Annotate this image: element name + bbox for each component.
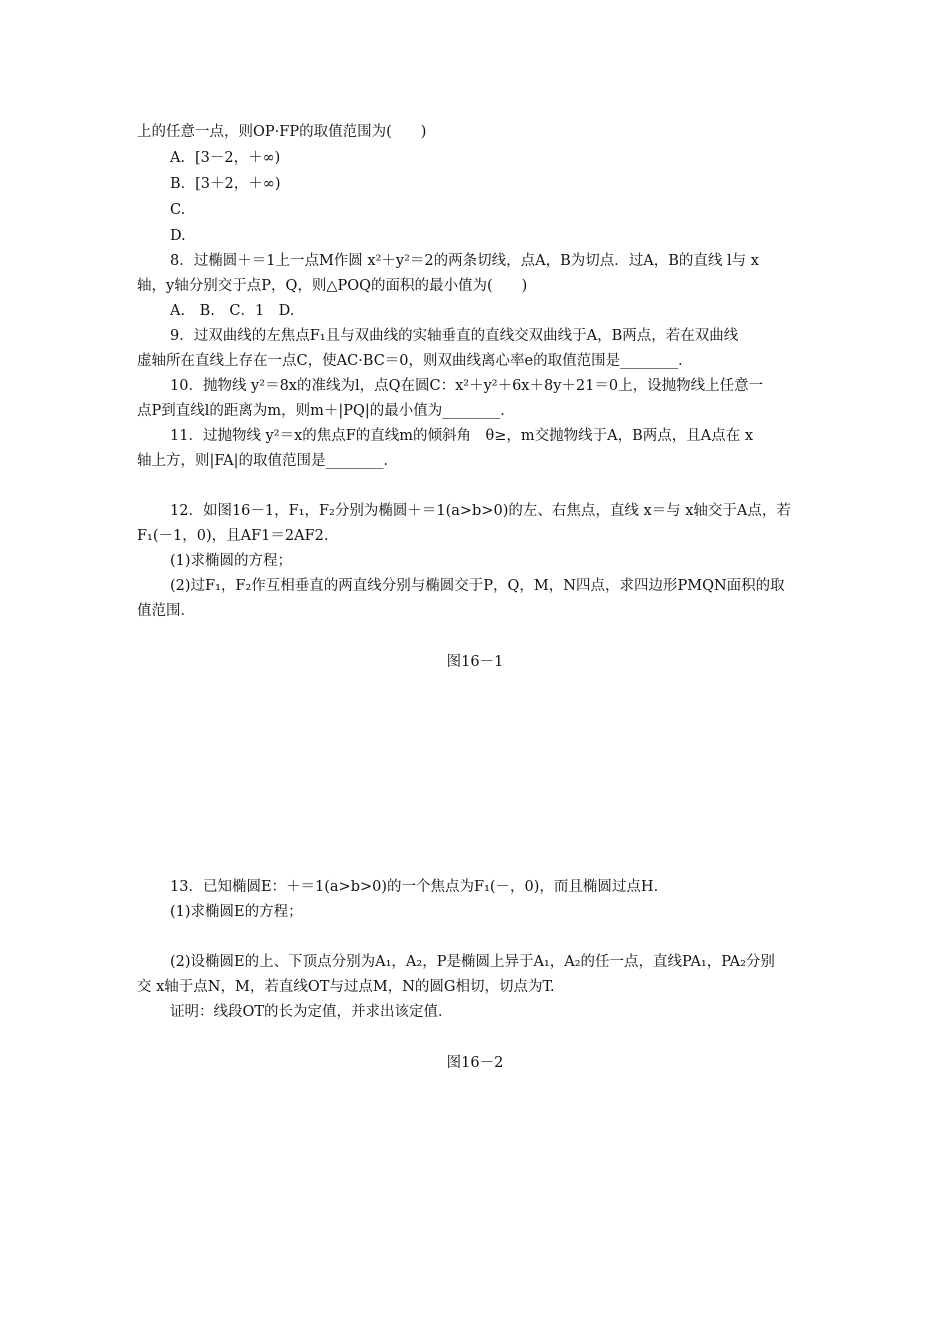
q12-part-2-line-2: 值范围．: [137, 603, 195, 619]
q8-options: A. B. C．1 D.: [170, 303, 295, 319]
q13-part-1: (1)求椭圆E的方程；: [170, 904, 303, 920]
q12-figure-caption: 图16－1: [446, 654, 504, 670]
q8-line-2: 轴，y轴分别交于点P，Q，则△POQ的面积的最小值为( ): [137, 278, 528, 294]
q12-line-2: F₁(－1，0)，且AF1＝2AF2.: [137, 528, 329, 544]
q12-part-1: (1)求椭圆的方程；: [170, 553, 293, 569]
q10-line-1: 10．抛物线 y²＝8x的准线为l，点Q在圆C：x²＋y²＋6x＋8y＋21＝0上，设抛物线上任意一: [170, 378, 764, 394]
q9-line-1: 9．过双曲线的左焦点F₁且与双曲线的实轴垂直的直线交双曲线于A，B两点，若在双曲线: [170, 328, 739, 344]
q7-option-b: B．[3＋2，＋∞): [170, 176, 281, 192]
q7-option-a: A．[3－2，＋∞): [170, 150, 281, 166]
q13-part-2-line-1: (2)设椭圆E的上、下顶点分别为A₁，A₂，P是椭圆上异于A₁，A₂的任一点，直线PA₁，PA₂分别: [170, 954, 775, 970]
q10-line-2: 点P到直线l的距离为m，则m＋|PQ|的最小值为________．: [137, 403, 515, 419]
q9-line-2: 虚轴所在直线上存在一点C，使AC·BC＝0，则双曲线离心率e的取值范围是________．: [137, 353, 693, 369]
q13-part-2-line-3: 证明：线段OT的长为定值，并求出该定值．: [170, 1004, 453, 1020]
q11-line-1: 11．过抛物线 y²＝x的焦点F的直线m的倾斜角 θ≥，m交抛物线于A，B两点，且A点在 x: [170, 428, 754, 444]
q12-part-2-line-1: (2)过F₁，F₂作互相垂直的两直线分别与椭圆交于P，Q，M，N四点，求四边形PMQN面积的取: [170, 578, 785, 594]
q11-line-2: 轴上方，则|FA|的取值范围是________．: [137, 453, 399, 469]
q13-figure-caption: 图16－2: [446, 1055, 504, 1071]
q7-option-d: D.: [170, 228, 186, 244]
q7-option-c: C.: [170, 202, 186, 218]
q13-part-2-line-2: 交 x轴于点N，M，若直线OT与过点M，N的圆G相切，切点为T.: [137, 979, 555, 995]
q8-line-1: 8．过椭圆＋＝1上一点M作圆 x²＋y²＝2的两条切线，点A，B为切点．过A，B的直线 l与 x: [170, 253, 759, 269]
q12-line-1: 12．如图16－1，F₁，F₂分别为椭圆＋＝1(a>b>0)的左、右焦点，直线 x＝与 x轴交于A点，若: [170, 503, 791, 519]
q7-stem: 上的任意一点，则OP·FP的取值范围为( ): [137, 124, 427, 140]
q13-line-1: 13．已知椭圆E：＋＝1(a>b>0)的一个焦点为F₁(－，0)，而且椭圆过点H.: [170, 879, 659, 895]
